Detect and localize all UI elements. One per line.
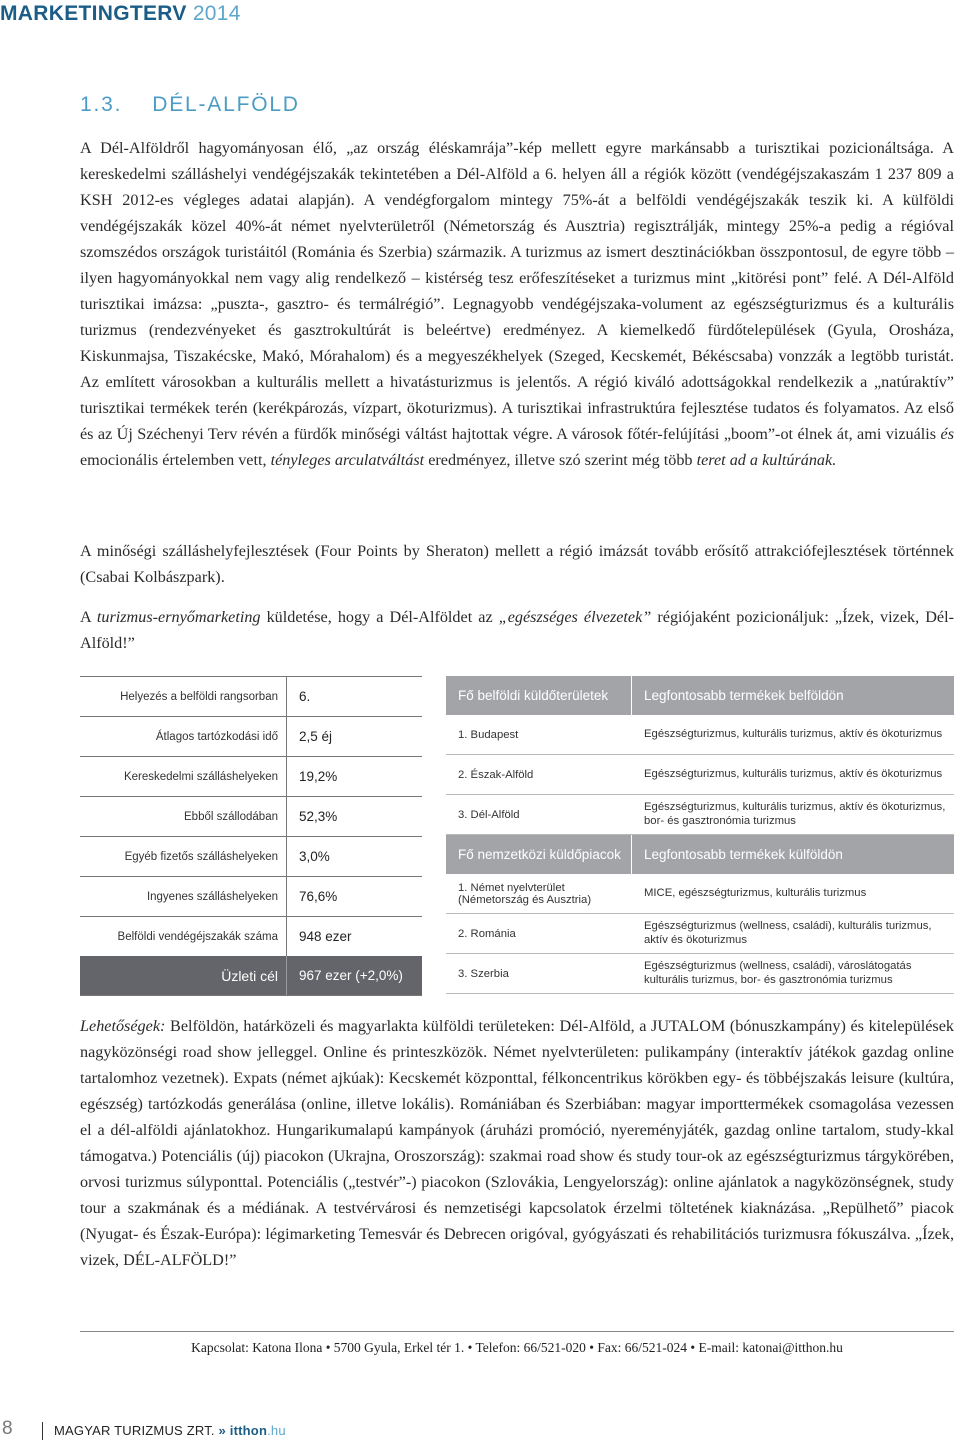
stats-label: Átlagos tartózkodási idő	[80, 717, 287, 756]
product-cell: Egészségturizmus, kulturális turizmus, aktív és ökoturizmus, bor- és gasztronómia turizmus	[644, 801, 946, 827]
header-cell: Fő belföldi küldőterületek	[446, 676, 632, 715]
stats-row	[80, 716, 422, 756]
stats-value: 967 ezer (+2,0%)	[299, 968, 403, 983]
stats-label: Helyezés a belföldi rangsorban	[80, 677, 287, 716]
emphasis-slogan: „egészséges élvezetek”	[498, 608, 652, 626]
table-row	[446, 795, 954, 835]
page-header	[0, 2, 241, 26]
stats-value: 6.	[299, 689, 311, 704]
emphasis-umbrella: turizmus-ernyőmarketing	[96, 608, 261, 626]
stats-label: Kereskedelmi szálláshelyeken	[80, 757, 287, 796]
paragraph-mission-text-2: küldetése, hogy a Dél-Alföldet az	[260, 608, 499, 626]
stats-label: Belföldi vendégéjszakák száma	[80, 917, 287, 956]
emphasis-text-2: tényleges arculatváltást	[270, 451, 425, 469]
emphasis-text-3: teret ad a kultúrának.	[696, 451, 837, 469]
stats-row	[80, 836, 422, 876]
stats-value: 2,5 éj	[299, 729, 333, 744]
footer-site: itthon	[229, 1423, 268, 1438]
footer-arrows: »	[218, 1423, 226, 1438]
market-cell: 3. Szerbia	[446, 954, 632, 993]
footer-company: MAGYAR TURIZMUS ZRT.	[54, 1423, 215, 1438]
table-row	[446, 755, 954, 795]
stats-label: Üzleti cél	[80, 956, 287, 995]
section-heading	[80, 93, 300, 117]
domestic-header	[446, 676, 954, 715]
opportunities-text: Belföldön, határközeli és magyarlakta külföldi területeken: Dél-Alföld, a JUTALOM (bónuszkampány) és kitelepülések nagyközönségi road show jelleggel. Online és printeszközök. Német nyelvterületen: pulikampány (interaktív játékok gazdag online tartalomhoz vezetnek). Expats (német ajkúak): Kecskemét központtal, félkoncentrikus körökben egy- és többéjszakás leisure (kultúra, egészség) tartózkodás generálása (online, illetve lokális). Romániában és Szerbiában: magyar importtermékek csomagolása vezessen el a dél-alföldi ajánlatokhoz. Hungarikumalapú kampányok (áruházi promóció, nyereményjáték, gazdag online tartalom, study-kkal támogatva.) Potenciális (új) piacokon (Ukrajna, Oroszország): szakmai road show és study tour-ok az egészségturizmus tárgykörében, orvosi turizmus súlyponttal. Potenciális („testvér”-) piacokon (Szlovákia, Lengyelország): online ajánlatok a nagyközönségnek, study tour a szakmának és a médiának. A testvérvárosi és nemzetiségi kapcsolatok érzelmi töltetének kiaknázása. „Repülhető” piacok (Nyugat- és Észak-Európa): légimarketing Temesvár és Debrecen origóval, gyógyászati és rehabilitációs turizmusra fókuszálva. „Ízek, vizek, DÉL-ALFÖLD!”	[80, 1017, 954, 1269]
stats-row-highlight	[80, 956, 422, 995]
footer-divider	[42, 1422, 43, 1440]
table-row	[446, 874, 954, 914]
product-cell: Egészségturizmus (wellness, családi), városlátogatás kulturális turizmus, bor- és gasztronómia turizmus	[644, 960, 912, 986]
footer-text	[54, 1423, 286, 1438]
header-cell: Fő nemzetközi küldőpiacok	[446, 835, 632, 874]
table-row	[446, 954, 954, 994]
table-row	[446, 914, 954, 954]
paragraph-intro-text-2: emocionális értelemben vett,	[80, 451, 271, 469]
header-brand: MARKETINGTERV	[0, 2, 187, 25]
paragraph-mission-text: A	[80, 608, 97, 626]
section-number: 1.3.	[80, 93, 123, 116]
market-cell: 1. Budapest	[446, 715, 632, 754]
paragraph-mission	[80, 604, 954, 656]
contact-line: Kapcsolat: Katona Ilona • 5700 Gyula, Erkel tér 1. • Telefon: 66/521-020 • Fax: 66/521-024 • E-mail: katonai@itthon.hu	[80, 1331, 954, 1356]
stats-row	[80, 756, 422, 796]
stats-label: Ebből szállodában	[80, 797, 287, 836]
stats-row	[80, 876, 422, 916]
stats-value: 3,0%	[299, 849, 330, 864]
stats-table	[80, 676, 422, 996]
stats-label: Egyéb fizetős szálláshelyeken	[80, 837, 287, 876]
header-cell: Legfontosabb termékek külföldön	[644, 846, 843, 862]
foreign-header	[446, 835, 954, 874]
stats-value: 948 ezer	[299, 929, 352, 944]
stats-row	[80, 796, 422, 836]
market-cell: 2. Észak-Alföld	[446, 755, 632, 794]
paragraph-opportunities	[80, 1013, 954, 1273]
paragraph-intro	[80, 135, 954, 473]
paragraph-development: A minőségi szálláshelyfejlesztések (Four Points by Sheraton) mellett a régió imázsát tovább erősítő attrakciófejlesztések történnek (Csabai Kolbászpark).	[80, 542, 954, 586]
product-cell: Egészségturizmus, kulturális turizmus, aktív és ökoturizmus	[644, 727, 943, 740]
paragraph-intro-text: A Dél-Alföldről hagyományosan élő, „az ország éléskamrája”-kép mellett egyre markánsabb a turisztikai pozicionáltsága. A kereskedelmi szálláshelyi vendégéjszakák tekintetében a Dél-Alföld a 6. helyen áll a régiók között (vendégéjszakaszám 1 237 809 a KSH 2012-es végleges adatai alapján). A vendégforgalom mintegy 75%-át a belföldi vendégéjszakák teszik ki. A külföldi vendégéjszakák közel 40%-át német nyelvterületről (Németország és Ausztria) regisztrálják, mintegy 25%-a pedig a régióval szomszédos országok turistáitól (Románia és Szerbia) származik. A turizmus az ismert desztinációkban összpontosul, de egyre több – ilyen hagyományokkal nem vagy alig rendelkező – kistérség tesz erőfeszítéseket a turizmus mint „kitörési pont” felé. A Dél-Alföld turisztikai imázsa: „puszta-, gasztro- és termálrégió”. Legnagyobb vendégéjszaka-volument az egészségturizmus és a kulturális turizmus (rendezvényeket és gasztrokultúrát is beleértve) eredményez. A kiemelkedő fürdőtelepülések (Gyula, Orosháza, Kiskunmajsa, Tiszakécske, Makó, Mórahalom) és a megyeszékhelyek (Szeged, Kecskemét, Békéscsaba) vonzzák a legtöbb turistát. Az említett városokban a kulturális mellett a hivatásturizmus is jelentős. A régió kiváló adottságokkal rendelkezik a „natúraktív” turisztikai termékek terén (kerékpározás, vízpart, ökoturizmus). A turisztikai infrastruktúra fejlesztése tudatos és folyamatos. Az első és az Új Széchenyi Terv révén a fürdők minőségi váltást hajtottak végre. A városok főtér-felújítási „boom”-ot élnek át, ami vizuális	[80, 139, 954, 443]
stats-value: 76,6%	[299, 889, 338, 904]
header-cell: Legfontosabb termékek belföldön	[644, 687, 844, 703]
paragraph-intro-text-3: eredményez, illetve szó szerint még több	[424, 451, 697, 469]
stats-value: 52,3%	[299, 809, 338, 824]
market-cell: 1. Német nyelvterület (Németország és Ausztria)	[446, 874, 632, 913]
stats-value: 19,2%	[299, 769, 338, 784]
emphasis-text: és	[940, 425, 954, 443]
page-number: 8	[2, 1418, 13, 1439]
stats-row	[80, 676, 422, 716]
header-year: 2014	[192, 2, 241, 25]
table-row	[446, 715, 954, 755]
opportunities-label: Lehetőségek:	[80, 1017, 166, 1035]
product-cell: Egészségturizmus (wellness, családi), kulturális turizmus, aktív és ökoturizmus	[644, 920, 932, 946]
market-cell: 3. Dél-Alföld	[446, 795, 632, 834]
section-title: DÉL-ALFÖLD	[152, 93, 300, 116]
stats-label: Ingyenes szálláshelyeken	[80, 877, 287, 916]
markets-table	[446, 676, 954, 994]
product-cell: Egészségturizmus, kulturális turizmus, aktív és ökoturizmus	[644, 767, 943, 780]
stats-row	[80, 916, 422, 956]
paragraph-mission-text-3: régiójaként pozicionáljuk: „Ízek, vizek, Dél-Alföld!”	[80, 608, 954, 652]
product-cell: MICE, egészségturizmus, kulturális turizmus	[644, 886, 867, 899]
market-cell: 2. Románia	[446, 914, 632, 953]
footer-site-tld: .hu	[267, 1423, 286, 1438]
